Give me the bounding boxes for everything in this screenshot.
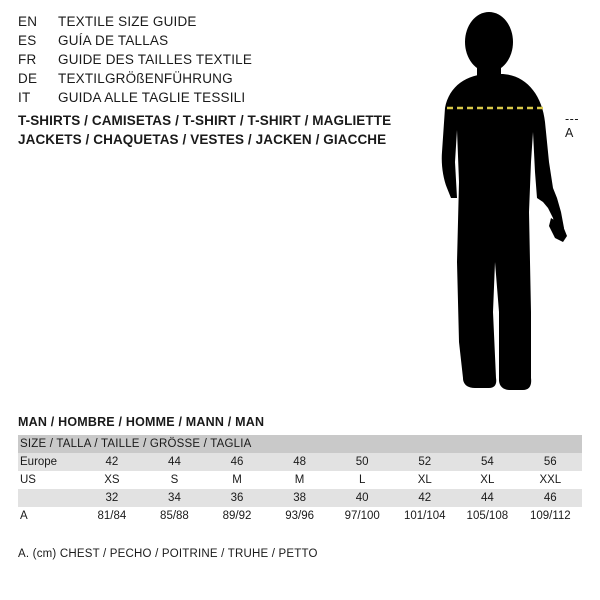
cell: XL — [456, 471, 519, 489]
cell: 36 — [206, 489, 269, 507]
cell: 50 — [331, 453, 394, 471]
language-legend — [18, 14, 408, 109]
chest-callout-label: --- A — [565, 112, 579, 140]
legend-code-es: ES — [18, 33, 37, 48]
garment-categories — [18, 111, 418, 149]
cell: 42 — [81, 453, 144, 471]
cell: 101/104 — [393, 507, 456, 525]
mannequin-silhouette — [415, 12, 590, 402]
cell: 52 — [393, 453, 456, 471]
cell: 48 — [268, 453, 331, 471]
cell: 44 — [143, 453, 206, 471]
legend-row-de — [18, 71, 408, 90]
row-label-a: A — [18, 507, 81, 525]
cell: 89/92 — [206, 507, 269, 525]
table-header-label: SIZE / TALLA / TAILLE / GRÖSSE / TAGLIA — [18, 435, 582, 453]
table-row — [18, 489, 582, 507]
cell: 40 — [331, 489, 394, 507]
cell: 32 — [81, 489, 144, 507]
cell: XS — [81, 471, 144, 489]
category-tshirts: T-SHIRTS / CAMISETAS / T-SHIRT / T-SHIRT / MAGLIETTE — [18, 113, 392, 128]
cell: 38 — [268, 489, 331, 507]
legend-code-en: EN — [18, 14, 38, 29]
legend-text-es: GUÍA DE TALLAS — [58, 33, 169, 48]
legend-text-it: GUIDA ALLE TAGLIE TESSILI — [58, 90, 246, 105]
category-jackets: JACKETS / CHAQUETAS / VESTES / JACKEN / GIACCHE — [18, 132, 387, 147]
cell: M — [268, 471, 331, 489]
table-row — [18, 453, 582, 471]
size-table — [18, 435, 582, 525]
cell: 105/108 — [456, 507, 519, 525]
row-label-blank — [18, 489, 81, 507]
row-label-europe: Europe — [18, 453, 81, 471]
cell: 44 — [456, 489, 519, 507]
cell: XXL — [519, 471, 582, 489]
cell: 97/100 — [331, 507, 394, 525]
size-table-section — [18, 415, 582, 525]
table-header-row — [18, 435, 582, 453]
legend-row-es — [18, 33, 408, 52]
cell: 54 — [456, 453, 519, 471]
legend-row-it — [18, 90, 408, 109]
legend-row-fr — [18, 52, 408, 71]
body-figure — [415, 12, 590, 402]
table-row — [18, 507, 582, 525]
legend-text-de: TEXTILGRÖßENFÜHRUNG — [58, 71, 233, 86]
cell: 42 — [393, 489, 456, 507]
legend-row-en — [18, 14, 408, 33]
row-label-us: US — [18, 471, 81, 489]
cell: 109/112 — [519, 507, 582, 525]
cell: L — [331, 471, 394, 489]
cell: S — [143, 471, 206, 489]
legend-code-de: DE — [18, 71, 38, 86]
cell: 46 — [206, 453, 269, 471]
table-footnote: A. (cm) CHEST / PECHO / POITRINE / TRUHE / PETTO — [18, 548, 318, 560]
table-title: MAN / HOMBRE / HOMME / MANN / MAN — [18, 415, 265, 429]
cell: M — [206, 471, 269, 489]
legend-text-en: TEXTILE SIZE GUIDE — [58, 14, 197, 29]
cell: XL — [393, 471, 456, 489]
legend-code-fr: FR — [18, 52, 37, 67]
legend-code-it: IT — [18, 90, 31, 105]
cell: 34 — [143, 489, 206, 507]
cell: 81/84 — [81, 507, 144, 525]
cell: 46 — [519, 489, 582, 507]
cell: 93/96 — [268, 507, 331, 525]
legend-text-fr: GUIDE DES TAILLES TEXTILE — [58, 52, 253, 67]
cell: 56 — [519, 453, 582, 471]
cell: 85/88 — [143, 507, 206, 525]
table-row — [18, 471, 582, 489]
